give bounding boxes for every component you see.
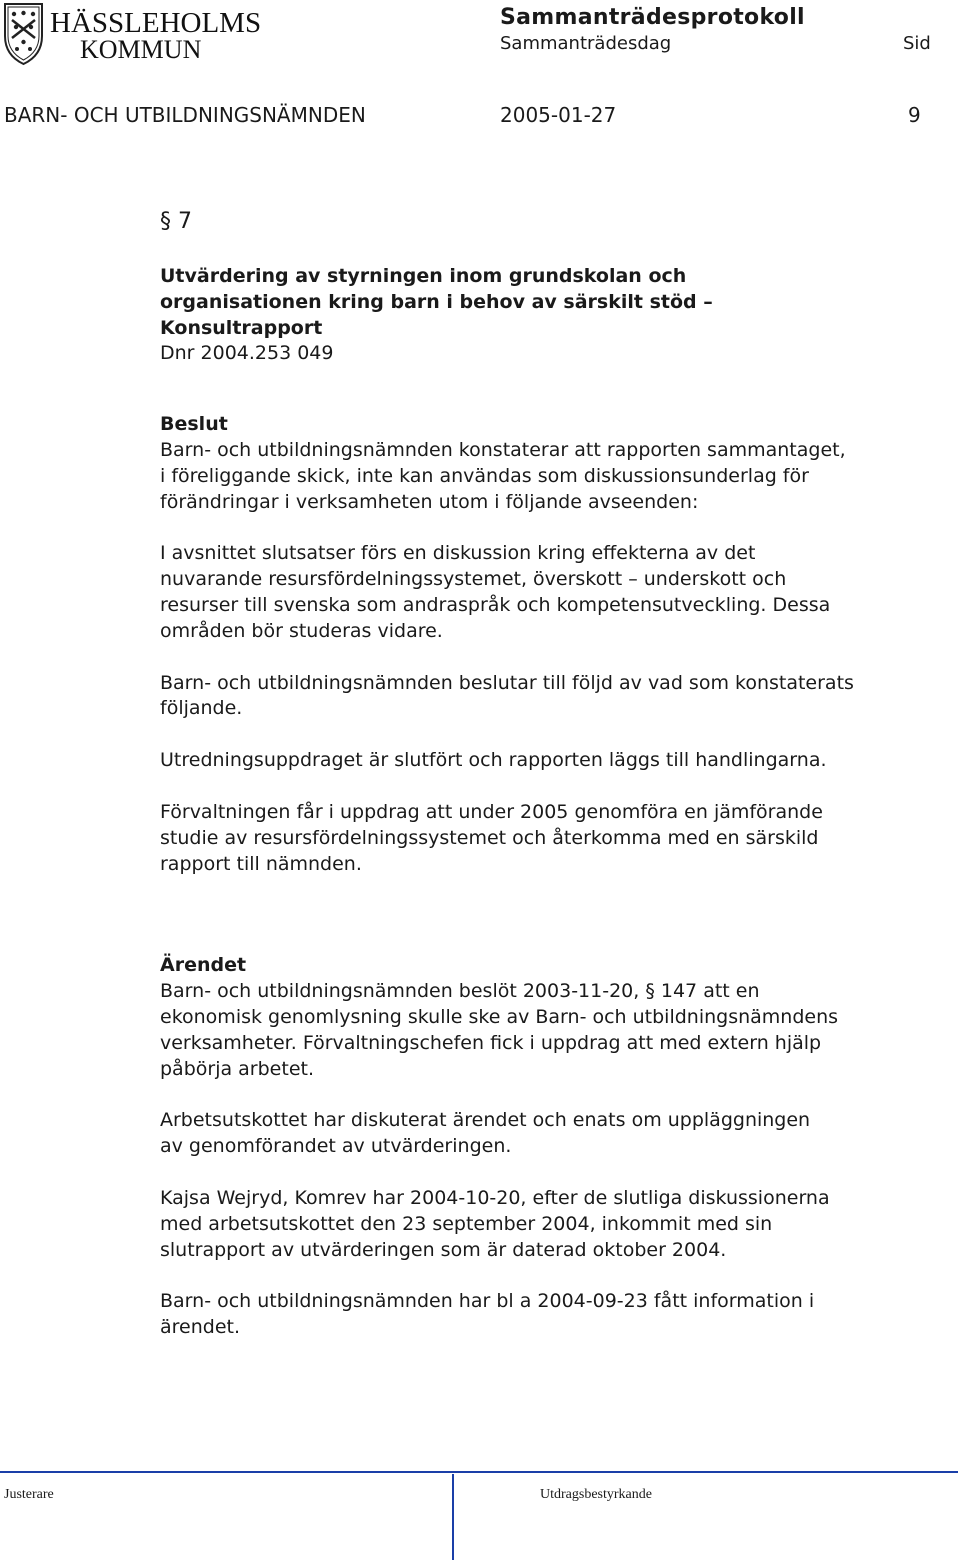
arendet-section: [160, 953, 950, 1341]
logo-name-line2: KOMMUN: [80, 35, 202, 64]
municipality-logo: [2, 0, 262, 66]
arendet-label: Ärendet: [160, 954, 247, 977]
logo-name-line1: HÄSSLEHOLMS: [50, 7, 262, 39]
meeting-date-label: Sammanträdesdag: [500, 33, 672, 54]
page-label: Sid: [903, 33, 931, 54]
beslut-paragraph: Barn- och utbildningsnämnden beslutar till följd av vad som konstaterats följande.: [160, 671, 854, 720]
section-title-line: Utvärdering av styrningen inom grundskolan och: [160, 265, 687, 287]
beslut-paragraph: I avsnittet slutsatser förs en diskussion kring effekterna av det nuvarande resursfördelningssystemet, överskott – underskott och resurser till svenska som andraspråk och kompetensutveckling. Dessa områden bör studeras vidare.: [160, 542, 831, 642]
beslut-section: [160, 412, 950, 877]
beslut-label: Beslut: [160, 413, 228, 436]
section-title-line: organisationen kring barn i behov av särskilt stöd –: [160, 290, 713, 313]
document-body: [160, 205, 950, 1341]
section-number: § 7: [160, 209, 192, 234]
board-name: BARN- OCH UTBILDNINGSNÄMNDEN: [4, 103, 366, 127]
diary-number: Dnr 2004.253 049: [160, 342, 334, 365]
arendet-paragraph: Barn- och utbildningsnämnden har bl a 2004-09-23 fått information i ärendet.: [160, 1290, 815, 1339]
meeting-date: 2005-01-27: [500, 103, 617, 127]
beslut-paragraph: Barn- och utbildningsnämnden konstaterar att rapporten sammantaget, i föreliggande skick, inte kan användas som diskussionsunderlag för förändringar i verksamheten utom i följande avseenden:: [160, 438, 846, 513]
beslut-paragraph: Utredningsuppdraget är slutfört och rapporten läggs till handlingarna.: [160, 749, 827, 772]
arendet-paragraph: Arbetsutskottet har diskuterat ärendet och enats om uppläggningen av genomförandet av utvärderingen.: [160, 1109, 811, 1158]
justerare-field-label: Justerare: [4, 1487, 54, 1502]
section-title-line: Konsultrapport: [160, 316, 323, 339]
beslut-paragraph: Förvaltningen får i uppdrag att under 2005 genomföra en jämförande studie av resursfördelningssystemet och återkomma med en särskild rapport till nämnden.: [160, 800, 823, 875]
coat-of-arms-icon: [5, 4, 42, 64]
utdragsbestyrkande-field-label: Utdragsbestyrkande: [540, 1487, 652, 1502]
arendet-paragraph: Kajsa Wejryd, Komrev har 2004-10-20, efter de slutliga diskussionerna med arbetsutskottet den 23 september 2004, inkommit med sin slutrapport av utvärderingen som är daterad oktober 2004.: [160, 1186, 830, 1261]
page-number: 9: [908, 103, 921, 127]
footer-divider: [452, 1474, 454, 1560]
section-title: [160, 264, 950, 341]
arendet-paragraph: Barn- och utbildningsnämnden beslöt 2003-11-20, § 147 att en ekonomisk genomlysning skulle ske av Barn- och utbildningsnämndens verksamheter. Förvaltningschefen fick i uppdrag att med extern hjälp påbörja arbetet.: [160, 980, 839, 1080]
doc-title: Sammanträdesprotokoll: [500, 5, 805, 30]
footer-rule: [0, 1471, 958, 1473]
